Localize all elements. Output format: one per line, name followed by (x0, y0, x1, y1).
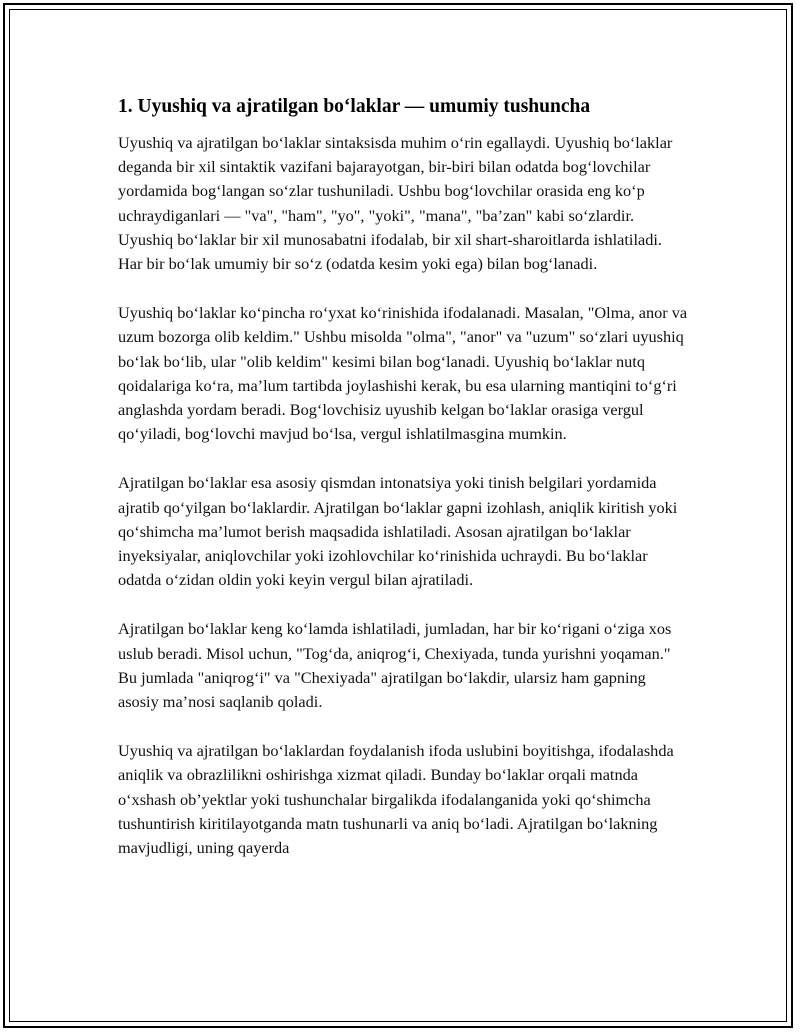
paragraph-1: Uyushiq va ajratilgan bo‘laklar sintaksisda muhim o‘rin egallaydi. Uyushiq bo‘laklar deganda bir xil sintaktik vazifani bajarayotgan, bir-biri bilan odatda bog‘lovchilar yordamida bog‘langan so‘zlar tushuniladi. Ushbu bog‘lovchilar orasida eng ko‘p uchraydiganlari — "va", "ham", "yo", "yoki", "mana", "ba’zan" kabi so‘zlardir. Uyushiq bo‘laklar bir xil munosabatni ifodalab, bir xil shart-sharoitlarda ishlatiladi. Har bir bo‘lak umumiy bir so‘z (odatda kesim yoki ega) bilan bog‘lanadi. (118, 133, 673, 274)
paragraph-3: Ajratilgan bo‘laklar esa asosiy qismdan intonatsiya yoki tinish belgilari yordamida ajratib qo‘yilgan bo‘laklardir. Ajratilgan bo‘laklar gapni izohlash, aniqlik kiritish yoki qo‘shimcha ma’lumot berish maqsadida ishlatiladi. Asosan ajratilgan bo‘laklar inyeksiyalar, aniqlovchilar yoki izohlovchilar ko‘rinishida uchraydi. Bu bo‘laklar odatda o‘zidan oldin yoki keyin vergul bilan ajratiladi. (118, 473, 678, 590)
document-body (118, 94, 688, 885)
section-heading: 1. Uyushiq va ajratilgan bo‘laklar — umumiy tushuncha (118, 96, 591, 117)
paragraph-5: Uyushiq va ajratilgan bo‘laklardan foydalanish ifoda uslubini boyitishga, ifodalashda aniqlik va obrazlilikni oshirishga xizmat qiladi. Bunday bo‘laklar orqali matnda o‘xshash ob’yektlar yoki tushunchalar birgalikda ifodalanganida yoki qo‘shimcha tushuntirish kiritilayotganda matn tushunarli va aniq bo‘ladi. Ajratilgan bo‘lakning mavjudligi, uning qayerda (118, 741, 674, 858)
paragraph-2: Uyushiq bo‘laklar ko‘pincha ro‘yxat ko‘rinishida ifodalanadi. Masalan, "Olma, anor va uzum bozorga olib keldim." Ushbu misolda "olma", "anor" va "uzum" so‘zlari uyushiq bo‘lak bo‘lib, ular "olib keldim" kesimi bilan bog‘lanadi. Uyushiq bo‘laklar nutq qoidalariga ko‘ra, ma’lum tartibda joylashishi kerak, bu esa ularning mantiqini to‘g‘ri anglashda yordam beradi. Bog‘lovchisiz uyushib kelgan bo‘laklar orasiga vergul qo‘yiladi, bog‘lovchi mavjud bo‘lsa, vergul ishlatilmasgina mumkin. (118, 303, 688, 444)
paragraph-4: Ajratilgan bo‘laklar keng ko‘lamda ishlatiladi, jumladan, har bir ko‘rigani o‘ziga xos uslub beradi. Misol uchun, "Tog‘da, aniqrog‘i, Chexiyada, tunda yurishni yoqaman." Bu jumlada "aniqrog‘i" va "Chexiyada" ajratilgan bo‘lakdir, ularsiz ham gapning asosiy ma’nosi saqlanib qoladi. (118, 619, 672, 712)
